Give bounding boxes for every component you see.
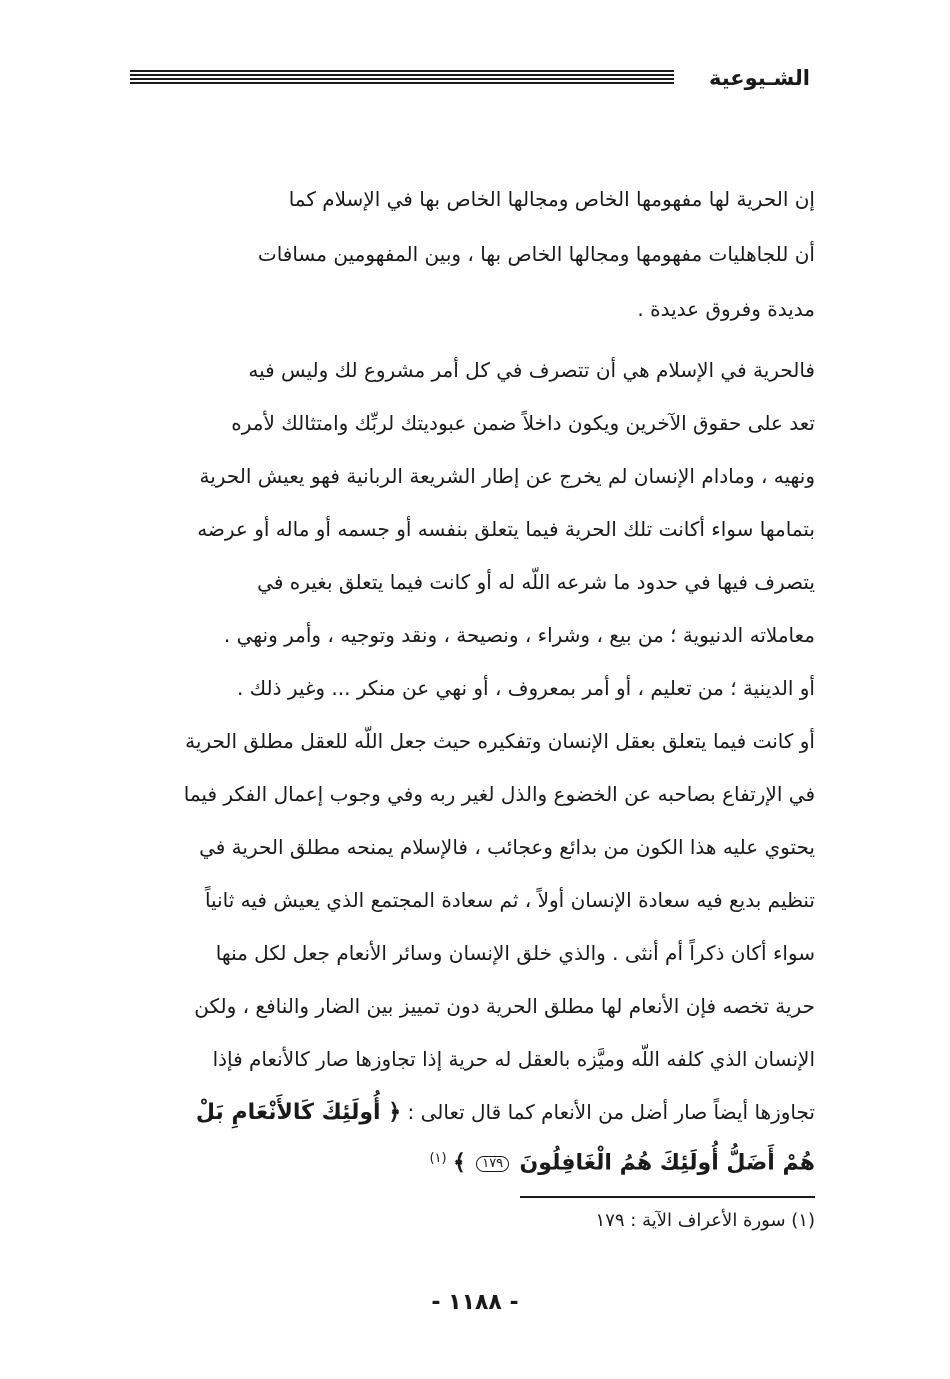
paragraph-1-line: أن للجاهليات مفهومها ومجالها الخاص بها ، وبين المفهومين مسافات	[257, 242, 815, 266]
paragraph-1	[125, 172, 815, 337]
paragraph-2	[125, 344, 815, 1179]
paragraph-2-line: يتصرف فيها في حدود ما شرعه اللّه له أو كانت فيما يتعلق بغيره في	[257, 570, 815, 594]
paragraph-2-line: الإنسان الذي كلفه اللّه وميَّزه بالعقل له حرية إذا تجاوزها صار كالأنعام فإذا	[212, 1047, 815, 1071]
verse-number-badge: ١٧٩	[476, 1156, 509, 1172]
verse-line-2	[125, 1139, 815, 1179]
paragraph-2-line: في الإرتفاع بصاحبه عن الخضوع والذل لغير ربه وفي وجوب إعمال الفكر فيما	[183, 782, 815, 806]
paragraph-2-line: ونهيه ، ومادام الإنسان لم يخرج عن إطار الشريعة الربانية فهو يعيش الحرية	[199, 464, 815, 488]
verse-intro: تجاوزها أيضاً صار أضل من الأنعام كما قال تعالى :	[407, 1100, 815, 1124]
paragraph-2-line: بتمامها سواء أكانت تلك الحرية فيما يتعلق بنفسه أو جسمه أو ماله أو عرضه	[197, 517, 815, 541]
paragraph-2-line: تنظيم بديع فيه سعادة الإنسان أولاً ، ثم سعادة المجتمع الذي يعيش فيه ثانياً	[204, 888, 815, 912]
quran-verse-part-2: هُمْ أَضَلُّ أُولَئِكَ هُمُ الْغَافِلُونَ	[519, 1150, 815, 1176]
footnote-reference: (١)	[429, 1151, 447, 1166]
paragraph-1-line: إن الحرية لها مفهومها الخاص ومجالها الخاص بها في الإسلام كما	[288, 187, 815, 211]
verse-closing-bracket: ﴾	[452, 1150, 466, 1176]
quran-verse-part-1: ﴿ أُولَئِكَ كَالأَنْعَامِ بَلْ	[195, 1100, 402, 1125]
paragraph-2-line: حرية تخصه فإن الأنعام لها مطلق الحرية دون تمييز بين الضار والنافع ، ولكن	[194, 994, 815, 1018]
paragraph-2-line: أو كانت فيما يتعلق بعقل الإنسان وتفكيره حيث جعل اللّه للعقل مطلق الحرية	[185, 729, 815, 753]
verse-line-1	[125, 1086, 815, 1139]
paragraph-2-line: يحتوي عليه هذا الكون من بدائع وعجائب ، فالإسلام يمنحه مطلق الحرية في	[199, 835, 815, 859]
paragraph-2-line: معاملاته الدنيوية ؛ من بيع ، وشراء ، ونصيحة ، ونقد وتوجيه ، وأمر ونهي .	[223, 623, 815, 647]
paragraph-2-line: أو الدينية ؛ من تعليم ، أو أمر بمعروف ، أو نهي عن منكر ... وغير ذلك .	[236, 676, 815, 700]
footnote-divider	[520, 1196, 815, 1198]
paragraph-1-line: مديدة وفروق عديدة .	[637, 297, 815, 321]
footnote: (١) سورة الأعراف الآية : ١٧٩	[595, 1210, 815, 1231]
header-rule-long	[130, 70, 674, 86]
paragraph-2-line: فالحرية في الإسلام هي أن تتصرف في كل أمر مشروع لك وليس فيه	[248, 358, 815, 382]
paragraph-2-line: سواء أكان ذكراً أم أنثى . والذي خلق الإنسان وسائر الأنعام جعل لكل منها	[215, 941, 815, 965]
header-rule-short	[130, 70, 158, 86]
header-title: الشـيوعية	[708, 66, 810, 90]
paragraph-2-line: تعد على حقوق الآخرين ويكون داخلاً ضمن عبوديتك لربِّك وامتثالك لأمره	[231, 411, 815, 435]
page-number: - ١١٨٨ -	[431, 1290, 519, 1315]
running-header	[130, 66, 810, 90]
